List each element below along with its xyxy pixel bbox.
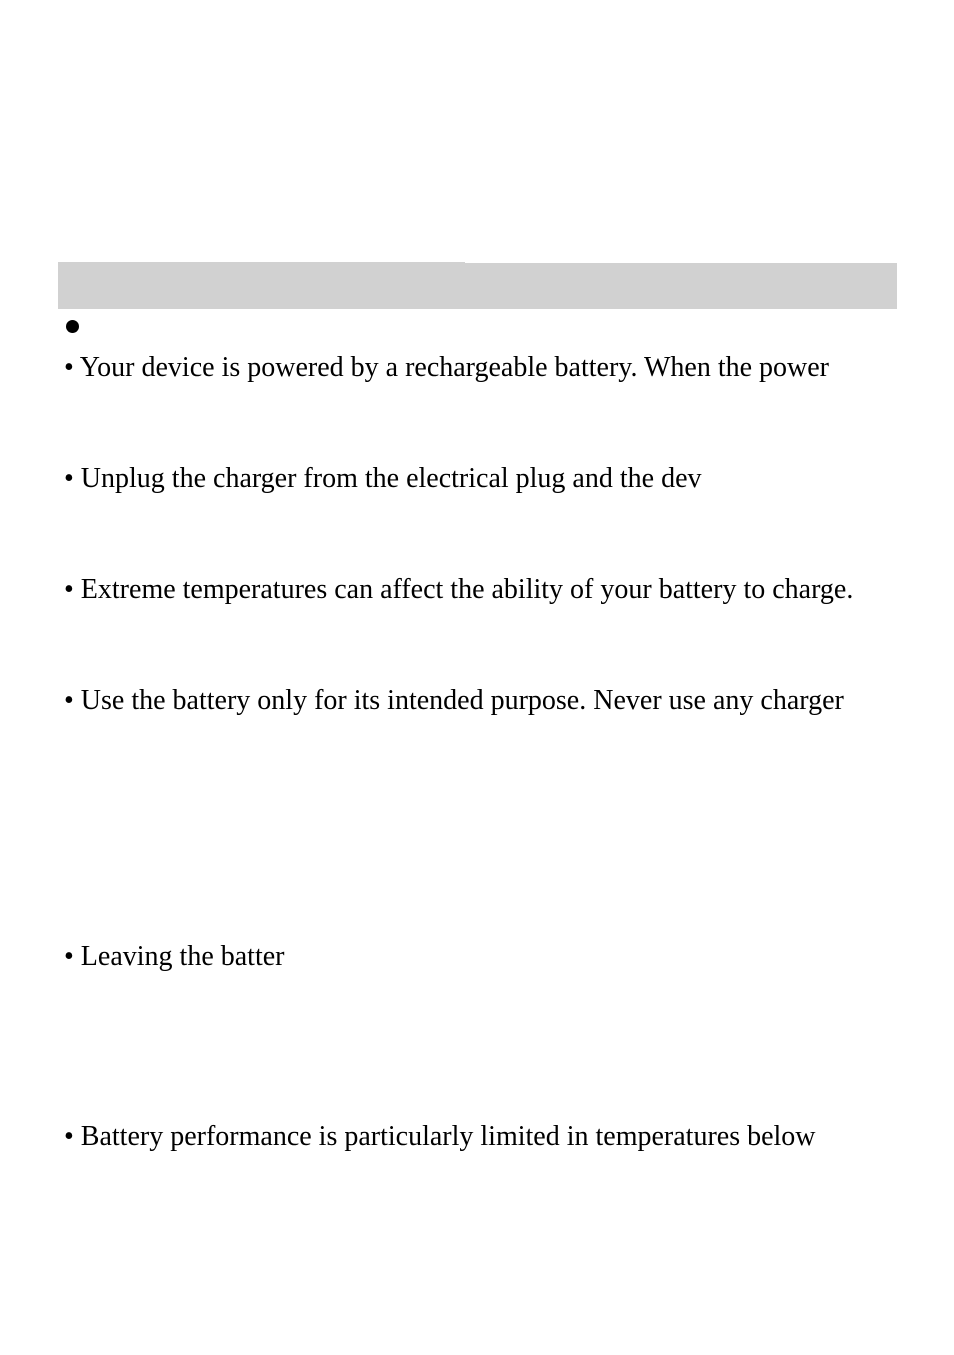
section-header-bar (58, 262, 897, 309)
section-header-bar-notch (465, 260, 897, 263)
battery-line-2: • Unplug the charger from the electrical plug and the dev (64, 463, 702, 494)
battery-line-5: • Leaving the batter (64, 941, 285, 972)
battery-line-1: • Your device is powered by a rechargeable battery. When the power (64, 352, 830, 383)
battery-line-4: • Use the battery only for its intended purpose. Never use any charger (64, 685, 844, 716)
battery-line-3: • Extreme temperatures can affect the ability of your battery to charge. (64, 574, 854, 605)
bullet-dot-icon (66, 320, 79, 333)
battery-line-6: • Battery performance is particularly limited in temperatures below (64, 1121, 816, 1152)
